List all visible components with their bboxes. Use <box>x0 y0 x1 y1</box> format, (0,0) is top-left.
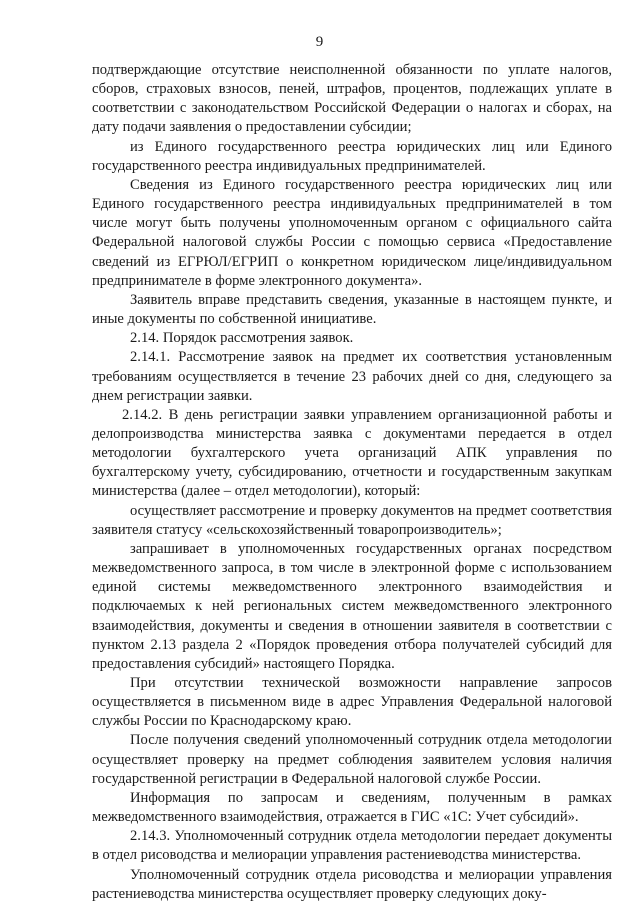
paragraph-section-2-14-2: 2.14.2. В день регистрации заявки управлением организационной работы и делопроизводства министерства заявка с документами передается в отдел методологии бухгалтерского учета организаций АПК управления по бухгалтерскому учету, субсидированию, отчетности и государственным закупкам министерства (далее – отдел методологии), который: <box>92 406 612 500</box>
page-number: 9 <box>315 34 324 50</box>
paragraph-tax-arrears: подтверждающие отсутствие неисполненной обязанности по уплате налогов, сборов, страховых взносов, пеней, штрафов, процентов, подлежащих уплате в соответствии с законодательством Российской Федерации о налогах и сборах, на дату подачи заявления о предоставлении субсидии; <box>92 62 612 136</box>
paragraph-rice-department-check: Уполномоченный сотрудник отдела рисоводства и мелиорации управления растениеводства министерства осуществляет проверку следующих доку- <box>92 866 612 902</box>
paragraph-applicant-right: Заявитель вправе представить сведения, указанные в настоящем пункте, и иные документы по собственной инициативе. <box>92 291 612 328</box>
paragraph-section-2-14: 2.14. Порядок рассмотрения заявок. <box>130 330 354 347</box>
paragraph-egrul-egrip-extract: из Единого государственного реестра юридических лиц или Единого государственного реестра индивидуальных предпринимателей. <box>92 138 612 174</box>
paragraph-registration-check: После получения сведений уполномоченный сотрудник отдела методологии осуществляет проверку на предмет соблюдения заявителем условия наличия государственной регистрации в Федеральной налоговой службе России. <box>92 732 612 787</box>
paragraph-egrul-service: Сведения из Единого государственного реестра юридических лиц или Единого государственного реестра индивидуальных предпринимателей в том числе могут быть получены уполномоченным органом с официального сайта Федеральной налоговой службы России с помощью сервиса «Предоставление сведений из ЕГРЮЛ/ЕГРИП о конкретном юридическом лице/индивидуальном предпринимателе в форме электронного документа». <box>92 176 612 289</box>
paragraph-written-request: При отсутствии технической возможности направление запросов осуществляется в письменном виде в адрес Управления Федеральной налоговой службы России по Краснодарскому краю. <box>92 675 612 730</box>
document-body <box>92 61 612 904</box>
paragraph-status-check: осуществляет рассмотрение и проверку документов на предмет соответствия заявителя статусу «сельскохозяйственный товаропроизводитель»; <box>92 502 612 538</box>
paragraph-gis-record: Информация по запросам и сведениям, полученным в рамках межведомственного взаимодействия, отражается в ГИС «1С: Учет субсидий». <box>92 789 612 826</box>
paragraph-section-2-14-1: 2.14.1. Рассмотрение заявок на предмет их соответствия установленным требованиям осуществляется в течение 23 рабочих дней со дня, следующего за днем регистрации заявки. <box>92 349 612 404</box>
paragraph-section-2-14-3: 2.14.3. Уполномоченный сотрудник отдела методологии передает документы в отдел рисоводства и мелиорации управления растениеводства министерства. <box>92 828 612 864</box>
paragraph-interagency-request: запрашивает в уполномоченных государственных органах посредством межведомственного запроса, в том числе в электронной форме с использованием единой системы межведомственного электронного взаимодействия и подключаемых к ней региональных систем межведомственного электронного взаимодействия, документы и сведения в отношении заявителя в соответствии с пунктом 2.13 раздела 2 «Порядок проведения отбора получателей субсидий для предоставления субсидий» настоящего Порядка. <box>92 540 612 672</box>
